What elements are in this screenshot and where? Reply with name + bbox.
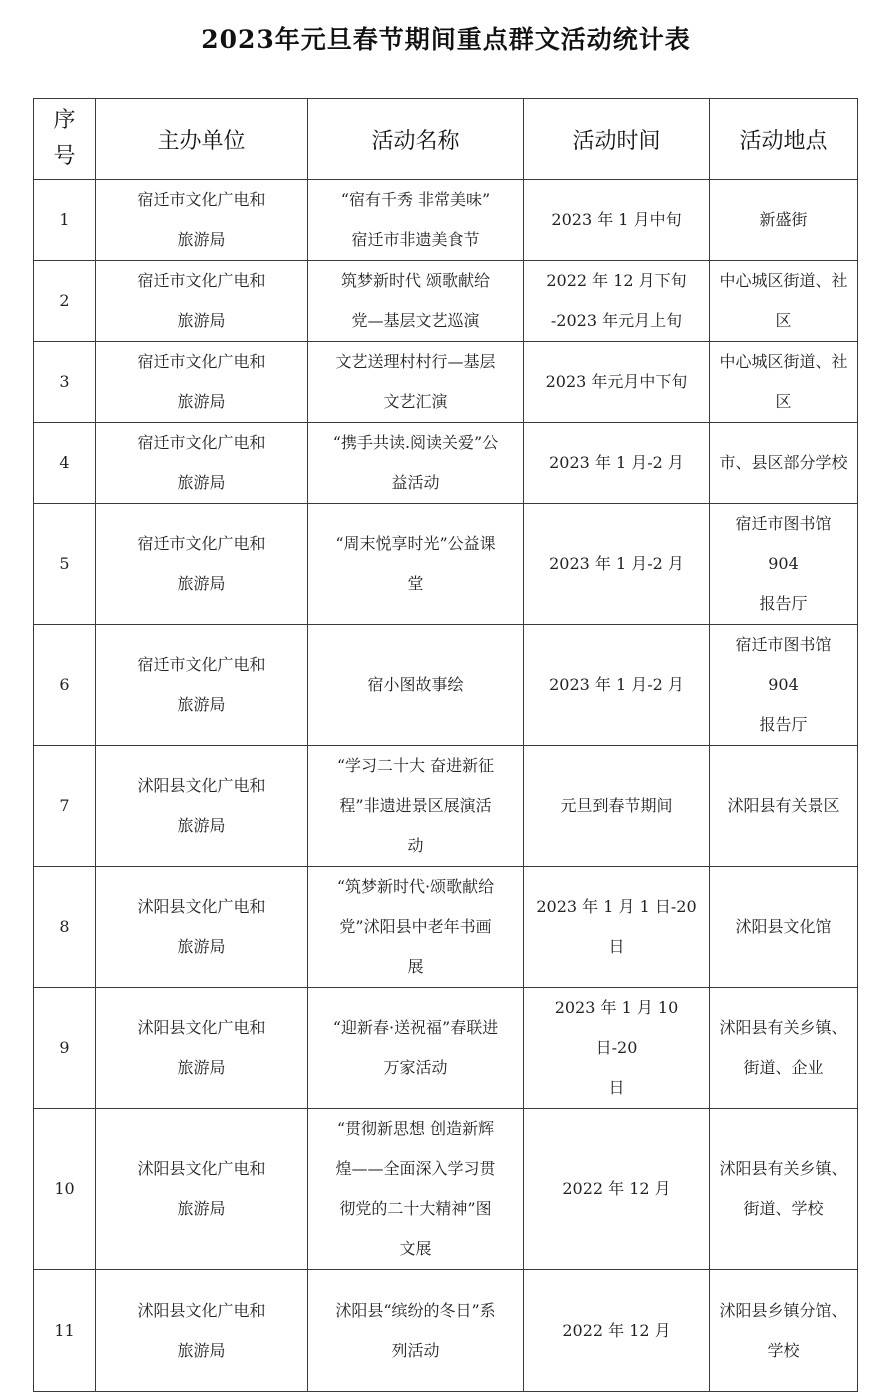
table-row [34,746,858,867]
cell-time: 2022 年 12 月下旬 -2023 年元月上旬 [524,261,710,342]
table-row [34,1270,858,1392]
cell-seq: 9 [34,988,96,1109]
cell-time: 2023 年 1 月 1 日-20 日 [524,867,710,988]
cell-activity: 文艺送理村村行—基层 文艺汇演 [308,342,524,423]
cell-seq: 5 [34,504,96,625]
cell-time: 2022 年 12 月 [524,1109,710,1270]
cell-location: 沭阳县有关景区 [710,746,858,867]
activity-table [33,98,858,1392]
table-header-row [34,99,858,180]
cell-location: 沭阳县文化馆 [710,867,858,988]
cell-location: 新盛街 [710,180,858,261]
header-seq: 序 号 [34,99,96,180]
cell-seq: 1 [34,180,96,261]
cell-time: 2023 年 1 月-2 月 [524,625,710,746]
cell-activity: “筑梦新时代·颂歌献给 党”沭阳县中老年书画 展 [308,867,524,988]
cell-seq: 10 [34,1109,96,1270]
cell-location: 沭阳县乡镇分馆、 学校 [710,1270,858,1392]
cell-organizer: 宿迁市文化广电和 旅游局 [96,504,308,625]
table-row [34,423,858,504]
header-organizer: 主办单位 [96,99,308,180]
page-title: 2023年元旦春节期间重点群文活动统计表 [201,25,691,54]
cell-time: 2023 年元月中下旬 [524,342,710,423]
table-row [34,867,858,988]
cell-organizer: 沭阳县文化广电和 旅游局 [96,988,308,1109]
cell-seq: 6 [34,625,96,746]
cell-activity: “宿有千秀 非常美味” 宿迁市非遗美食节 [308,180,524,261]
cell-location: 中心城区街道、社 区 [710,342,858,423]
table-row [34,625,858,746]
cell-location: 宿迁市图书馆 904 报告厅 [710,504,858,625]
table-row [34,261,858,342]
cell-activity: 沭阳县“缤纷的冬日”系 列活动 [308,1270,524,1392]
cell-seq: 2 [34,261,96,342]
table-row [34,180,858,261]
cell-organizer: 宿迁市文化广电和 旅游局 [96,423,308,504]
cell-location: 沭阳县有关乡镇、 街道、企业 [710,988,858,1109]
header-activity: 活动名称 [308,99,524,180]
header-time: 活动时间 [524,99,710,180]
cell-time: 元旦到春节期间 [524,746,710,867]
table-row [34,504,858,625]
cell-location: 中心城区街道、社 区 [710,261,858,342]
cell-seq: 11 [34,1270,96,1392]
cell-seq: 4 [34,423,96,504]
table-row [34,988,858,1109]
cell-time: 2022 年 12 月 [524,1270,710,1392]
table-row [34,342,858,423]
cell-activity: 筑梦新时代 颂歌献给 党—基层文艺巡演 [308,261,524,342]
cell-seq: 3 [34,342,96,423]
cell-organizer: 沭阳县文化广电和 旅游局 [96,1270,308,1392]
cell-activity: “贯彻新思想 创造新辉 煌——全面深入学习贯 彻党的二十大精神”图 文展 [308,1109,524,1270]
cell-activity: “迎新春·送祝福”春联进 万家活动 [308,988,524,1109]
cell-time: 2023 年 1 月-2 月 [524,504,710,625]
cell-time: 2023 年 1 月 10 日-20 日 [524,988,710,1109]
cell-activity: 宿小图故事绘 [308,625,524,746]
cell-time: 2023 年 1 月中旬 [524,180,710,261]
cell-organizer: 沭阳县文化广电和 旅游局 [96,867,308,988]
cell-organizer: 宿迁市文化广电和 旅游局 [96,180,308,261]
cell-activity: “学习二十大 奋进新征 程”非遗进景区展演活 动 [308,746,524,867]
cell-organizer: 沭阳县文化广电和 旅游局 [96,746,308,867]
cell-seq: 7 [34,746,96,867]
cell-location: 市、县区部分学校 [710,423,858,504]
header-location: 活动地点 [710,99,858,180]
cell-activity: “携手共读.阅读关爱”公 益活动 [308,423,524,504]
cell-organizer: 宿迁市文化广电和 旅游局 [96,625,308,746]
table-row [34,1109,858,1270]
cell-organizer: 沭阳县文化广电和 旅游局 [96,1109,308,1270]
cell-time: 2023 年 1 月-2 月 [524,423,710,504]
cell-organizer: 宿迁市文化广电和 旅游局 [96,261,308,342]
cell-location: 宿迁市图书馆 904 报告厅 [710,625,858,746]
cell-seq: 8 [34,867,96,988]
cell-activity: “周末悦享时光”公益课 堂 [308,504,524,625]
cell-location: 沭阳县有关乡镇、 街道、学校 [710,1109,858,1270]
cell-organizer: 宿迁市文化广电和 旅游局 [96,342,308,423]
